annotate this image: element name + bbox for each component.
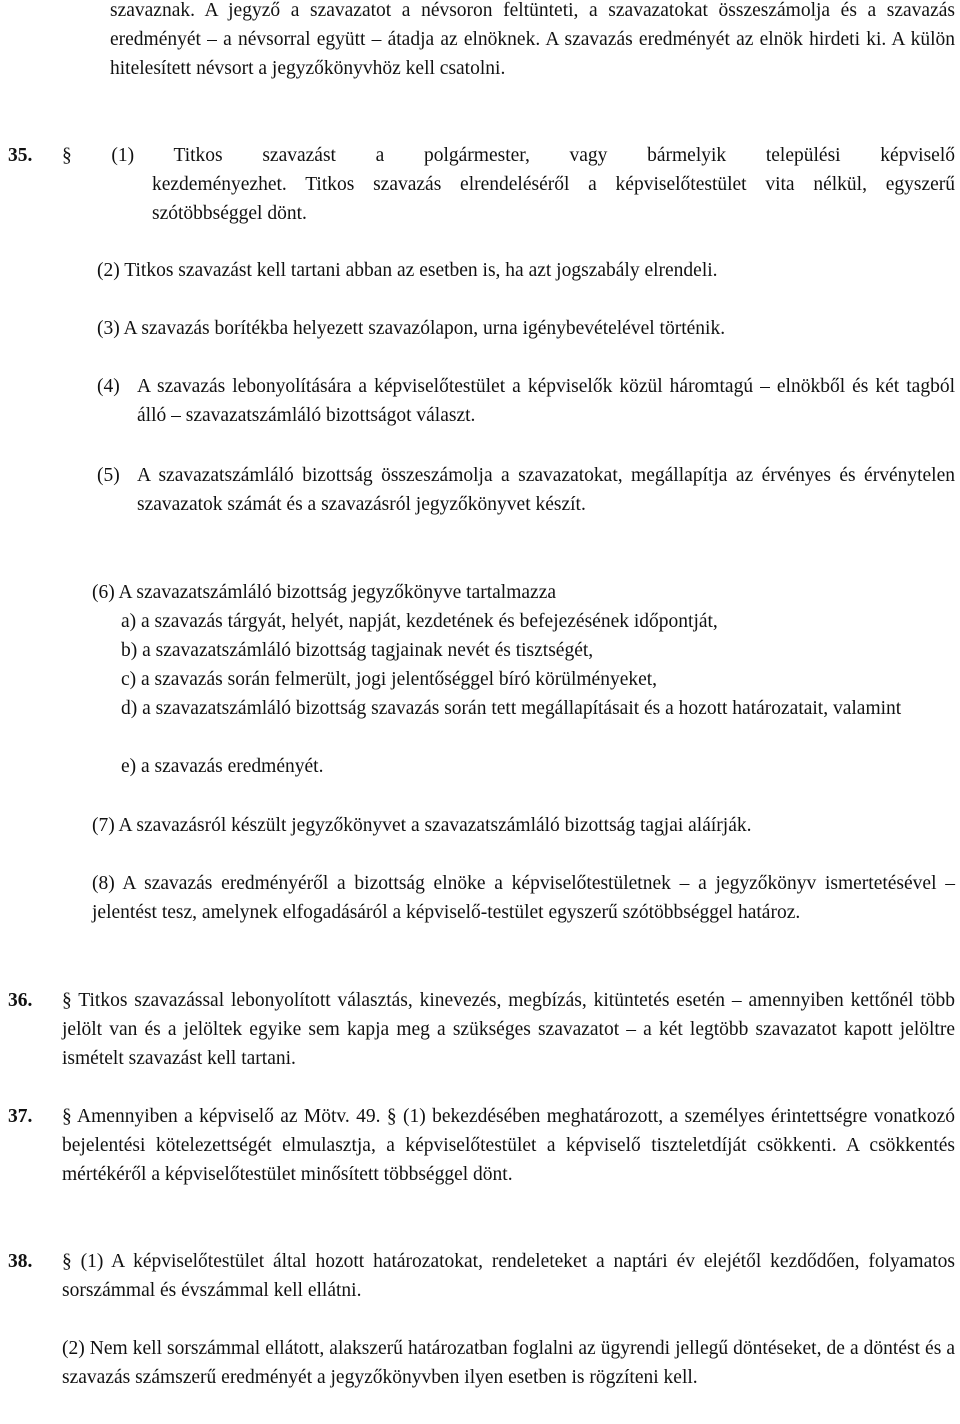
section-35-paragraph-5: A szavazatszámláló bizottság összeszámolja a szavazatokat, megállapítja az érvényes és érvénytelen szavazatok számát és a szavazásról jegyzőkönyvet készít.: [137, 465, 955, 515]
section-35-paragraph-6-item-e: e) a szavazás eredményét.: [121, 756, 324, 777]
section-35-paragraph-4: A szavazás lebonyolítására a képviselőtestület a képviselők közül háromtagú – elnökből és két tagból álló – szavazatszámláló bizottságot választ.: [137, 376, 955, 426]
section-35-paragraph-4-number: (4): [97, 376, 120, 397]
section-number-36: 36.: [8, 990, 33, 1011]
section-35-paragraph-6-item-a: a) a szavazás tárgyát, helyét, napját, kezdetének és befejezésének időpontját,: [121, 611, 718, 632]
section-35-paragraph-7: (7) A szavazásról készült jegyzőkönyvet a szavazatszámláló bizottság tagjai aláírják.: [92, 815, 752, 836]
section-38-paragraph-2: (2) Nem kell sorszámmal ellátott, alakszerű határozatban foglalni az ügyrendi jellegű döntéseket, de a döntést és a szavazás számszerű eredményét a jegyzőkönyvben ilyen esetben is rögzíteni kell.: [62, 1338, 955, 1388]
section-35-paragraph-6-item-b: b) a szavazatszámláló bizottság tagjainak nevét és tisztségét,: [121, 640, 594, 661]
section-number-38: 38.: [8, 1251, 33, 1272]
section-35-paragraph-6-item-c: c) a szavazás során felmerült, jogi jelentőséggel bíró körülményeket,: [121, 669, 658, 690]
section-38-paragraph-1: § (1) A képviselőtestület által hozott határozatokat, rendeleteket a naptári év elejétől kezdődően, folyamatos sorszámmal és évszámmal kell ellátni.: [62, 1251, 955, 1301]
section-35-paragraph-6-intro: (6) A szavazatszámláló bizottság jegyzőkönyve tartalmazza: [92, 582, 557, 603]
section-35-paragraph-1-first-line: § (1) Titkos szavazást a polgármester, vagy bármelyik települési képviselő: [62, 145, 955, 166]
section-36-paragraph: § Titkos szavazással lebonyolított választás, kinevezés, megbízás, kitüntetés esetén – amennyiben kettőnél több jelölt van és a jelöltek egyike sem kapja meg a szükséges szavazatot – a két legtöbb szavazatot kapott jelöltre ismételt szavazást kell tartani.: [62, 990, 955, 1069]
section-35-paragraph-6-item-d: d) a szavazatszámláló bizottság szavazás során tett megállapításait és a hozott határozatait, valamint: [121, 698, 902, 719]
section-number-35: 35.: [8, 145, 33, 166]
section-number-37: 37.: [8, 1106, 33, 1127]
section-35-paragraph-5-number: (5): [97, 465, 120, 486]
intro-paragraph: szavaznak. A jegyző a szavazatot a névsoron feltünteti, a szavazatokat összeszámolja és a szavazás eredményét – a névsorral együtt – átadja az elnöknek. A szavazás eredményét az elnök hirdeti ki. A külön hitelesített névsort a jegyzőkönyvhöz kell csatolni.: [110, 0, 955, 79]
section-35-paragraph-2: (2) Titkos szavazást kell tartani abban az esetben is, ha azt jogszabály elrendeli.: [97, 260, 718, 281]
section-35-paragraph-8: (8) A szavazás eredményéről a bizottság elnöke a képviselőtestületnek – a jegyzőkönyv ismertetésével – jelentést tesz, amelynek elfogadásáról a képviselő-testület egyszerű szótöbbséggel határoz.: [92, 873, 955, 923]
section-37-paragraph: § Amennyiben a képviselő az Mötv. 49. § (1) bekezdésében meghatározott, a személyes érintettségre vonatkozó bejelentési kötelezettségét elmulasztja, a képviselőtestület a képviselő tiszteletdíját csökkenti. A csökkentés mértékéről a képviselőtestület minősített többséggel dönt.: [62, 1106, 955, 1185]
section-35-paragraph-1-rest: kezdeményezhet. Titkos szavazás elrendeléséről a képviselőtestület vita nélkül, egyszerű szótöbbséggel dönt.: [152, 174, 955, 224]
section-35-paragraph-3: (3) A szavazás borítékba helyezett szavazólapon, urna igénybevételével történik.: [97, 318, 726, 339]
